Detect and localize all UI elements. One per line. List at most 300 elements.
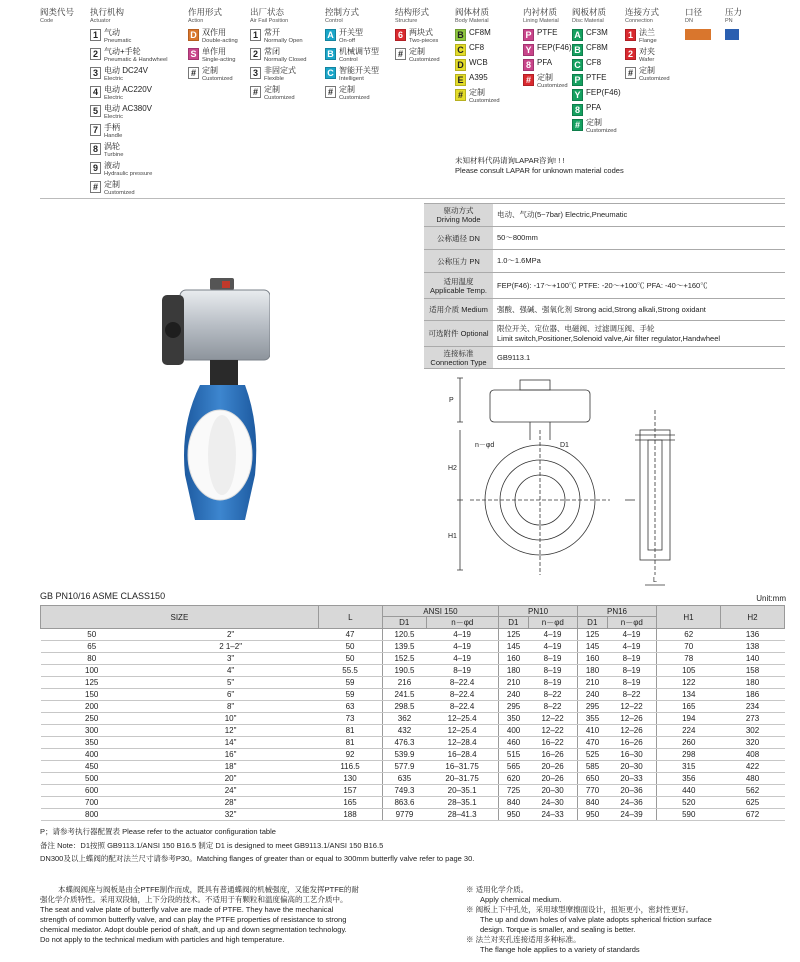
table-cell: 194 [657,713,721,725]
table-cell: 422 [721,761,785,773]
table-cell: 8–22 [528,689,577,701]
feature-list [466,885,786,955]
heading-en: PN [725,18,733,24]
column-heading [455,8,500,26]
option-zh: CF8M [586,43,608,52]
label-p: P [449,397,454,404]
table-cell: 12–22 [528,713,577,725]
footnote-d1: 备注 Note：D1按照 GB9113.1/ANSI 150 B16.5 制定 D1 is designed to meet GB9113.1/ANSI 150 B16.5 [40,841,384,850]
table-cell: 525 [577,749,607,761]
table-cell: 140 [721,653,785,665]
material-code-note [455,156,624,176]
feature-line: ※ 适用化学介质。 [466,885,529,894]
spec-key-en: Connection Type [430,357,487,367]
option-zh: 定制 [339,85,355,94]
table-cell: 160 [499,653,529,665]
option-zh: 定制 [409,47,425,56]
option-text [586,44,608,52]
option-text [104,67,148,83]
table-cell: 8–22 [528,701,577,713]
option-text [264,48,307,64]
table-cell: 295 [577,701,607,713]
code-column-pn [725,8,742,40]
col-pn16-d1: D1 [577,617,607,629]
option-en: Customized [586,128,617,134]
code-mark: 1 [625,29,636,41]
option-text [586,59,601,67]
table-cell: 800 [41,809,143,821]
table-cell: 158 [721,665,785,677]
code-mark: 2 [625,48,636,60]
column-heading [625,8,670,26]
table-cell: 9779 [382,809,426,821]
table-cell: 950 [499,809,529,821]
option-en: Flange [639,38,657,44]
heading-zh: 阀板材质 [572,7,607,17]
table-cell: 12–26 [607,725,656,737]
option-en: Customized [409,57,440,63]
column-heading [395,8,440,26]
option-zh: 智能开关型 [339,66,379,75]
table-cell: 14" [143,737,318,749]
table-cell: 78 [657,653,721,665]
table-title: GB PN10/16 ASME CLASS150 [40,591,166,601]
table-cell: 432 [382,725,426,737]
option-text [104,181,135,197]
description-line: chemical mediator. Adopt double period of shaft, and up and down segmentation technology. [40,925,347,934]
dimension-table [40,605,785,821]
code-mark: S [188,48,199,60]
option-zh: 定制 [586,118,602,127]
table-cell: 672 [721,809,785,821]
option-text [264,86,295,102]
table-cell: 8–19 [528,677,577,689]
footnote-actuator: P；请参考执行器配置表 Please refer to the actuator configuration table [40,827,276,836]
code-option [572,59,621,71]
table-cell: 273 [721,713,785,725]
col-ansi-nd: n－φd [426,617,498,629]
table-cell: 20–36 [607,785,656,797]
column-heading [90,8,167,26]
table-cell: 122 [657,677,721,689]
spec-key [424,273,493,299]
table-cell: 16–30 [607,749,656,761]
option-en: Pneumatic [104,38,132,44]
option-text [339,86,370,102]
option-en: Control [339,57,358,63]
code-option [572,119,621,135]
heading-zh: 阀类代号 [40,7,75,17]
option-zh: 定制 [469,88,485,97]
table-row [41,701,785,713]
description-line: 强化学介质特性。采用双段轴，上下分段的技术。不适用于有颗粒和温度偏高的工艺介质中。 [40,895,348,904]
table-cell: 152.5 [382,653,426,665]
table-cell: 4–19 [607,629,656,641]
option-zh: 常开 [264,28,280,37]
spec-key-zh: 公称压力 PN [437,256,480,266]
table-cell: 73 [318,713,382,725]
code-mark: A [572,29,583,41]
spec-key [424,250,493,273]
label-h1: H1 [448,533,457,540]
table-cell: 210 [577,677,607,689]
spec-value-text: 电动、气动(5~7bar) Electric,Pneumatic [497,210,628,219]
table-row [41,725,785,737]
table-cell: 16–26 [528,749,577,761]
table-cell: 20" [143,773,318,785]
option-text [639,29,657,45]
table-cell: 136 [721,629,785,641]
option-text [339,29,363,45]
code-option [625,29,670,45]
heading-en: Action [188,18,204,24]
table-unit: Unit:mm [756,594,786,603]
table-cell: 12–22 [528,725,577,737]
code-mark: 8 [90,143,101,155]
feature-line: The flange hole applies to a variety of standards [480,945,640,954]
table-cell: 59 [318,677,382,689]
description-line: strength of common butterfly valve, and can play the PTFE properties of resistance to strong [40,915,347,924]
table-cell: 28–41.3 [426,809,498,821]
table-row [41,677,785,689]
heading-zh: 控制方式 [325,7,360,17]
option-text [264,29,303,45]
code-option [455,89,500,105]
table-cell: 476.3 [382,737,426,749]
code-option [523,74,572,90]
option-zh: FEP(F46) [537,43,572,52]
table-cell: 4–19 [426,629,498,641]
table-cell: 300 [41,725,143,737]
table-cell: 400 [499,725,529,737]
code-mark: 8 [572,104,583,116]
table-cell: 20–26 [528,761,577,773]
code-option [523,44,572,56]
spec-key-zh: 连接标准 [443,348,474,358]
feature-line: ※ 法兰对夹孔连接适用多种标准。 [466,935,581,944]
table-cell: 92 [318,749,382,761]
option-zh: PFA [537,58,553,67]
spec-key-zh: 可选附件 Optional [428,329,489,338]
table-cell: 2 1–2" [143,641,318,653]
col-h2: H2 [721,606,785,629]
option-text [409,29,438,45]
table-cell: 577.9 [382,761,426,773]
table-cell: 4–19 [528,629,577,641]
feature-line: Apply chemical medium. [480,895,562,904]
col-pn16: PN16 [577,606,656,617]
table-cell: 190.5 [382,665,426,677]
code-column-body [455,8,500,105]
code-mark: E [455,74,466,86]
table-cell: 500 [41,773,143,785]
code-column-lining [523,8,572,90]
code-mark: Y [523,44,534,56]
table-cell: 47 [318,629,382,641]
option-text [537,74,568,90]
table-cell: 20–31.75 [426,773,498,785]
table-cell: 8–19 [607,665,656,677]
spec-key-zh: 适用介质 Medium [429,305,488,314]
table-cell: 24–33 [528,809,577,821]
table-cell: 749.3 [382,785,426,797]
description-line: 本蝶阀阀座与阀板是由全PTFE制作而成，既具有普通蝶阀的机械强度，又能发挥PTFE的耐 [58,885,359,894]
table-cell: 20–26 [528,773,577,785]
option-text [104,162,152,178]
heading-en: Disc Material [572,18,604,24]
code-mark: # [572,119,583,131]
option-zh: PTFE [586,73,607,82]
table-cell: 8–19 [528,653,577,665]
table-cell: 70 [657,641,721,653]
table-cell: 12–25.4 [426,725,498,737]
table-row [41,737,785,749]
table-row [41,665,785,677]
code-option [250,86,307,102]
spec-key [424,347,493,369]
heading-zh: 结构形式 [395,7,430,17]
code-mark: # [625,67,636,79]
spec-value [493,273,785,299]
table-row [41,629,785,641]
table-row [41,641,785,653]
table-cell: 20–35.1 [426,785,498,797]
table-cell: 116.5 [318,761,382,773]
option-en: Handle [104,133,123,139]
code-mark: 2 [90,48,101,60]
option-text [339,67,379,83]
code-option [455,44,500,56]
option-en: Normally Open [264,38,303,44]
table-cell: 840 [577,797,607,809]
table-cell: 260 [657,737,721,749]
table-row [41,809,785,821]
code-option [325,29,379,45]
table-cell: 16–22 [528,737,577,749]
table-cell: 520 [657,797,721,809]
table-cell: 241.5 [382,689,426,701]
code-mark: # [455,89,466,101]
table-cell: 590 [657,809,721,821]
table-cell: 105 [657,665,721,677]
option-zh: CF3M [586,28,608,37]
note-zh: 未知材料代码请询LAPAR咨询! ! ! [455,156,565,165]
table-cell: 200 [41,701,143,713]
table-cell: 125 [499,629,529,641]
table-cell: 24–30 [528,797,577,809]
spec-key-zh: 适用温度 [443,276,474,286]
option-text [469,59,488,67]
option-en: Single-acting [202,57,236,63]
spec-key [424,204,493,227]
table-cell: 234 [721,701,785,713]
table-cell: 356 [657,773,721,785]
code-column-actuator [90,8,167,197]
spec-row [424,227,785,250]
table-cell: 250 [41,713,143,725]
code-option [523,29,572,41]
table-cell: 350 [499,713,529,725]
option-zh: 定制 [202,66,218,75]
option-en: Intelligent [339,76,364,82]
code-option [250,48,307,64]
option-zh: 气动 [104,28,120,37]
option-text [104,29,131,45]
table-row [41,653,785,665]
option-text [104,48,167,64]
spec-key-en: Driving Mode [436,215,481,224]
code-mark: 8 [523,59,534,71]
code-option [455,59,500,71]
table-cell: 480 [721,773,785,785]
table-cell: 440 [657,785,721,797]
spec-value [493,321,785,347]
spec-value-text: FEP(F46): -17～+100℃ PTFE: -20～+100℃ PFA: -40～+160℃ [497,280,708,290]
option-en: Pneumatic & Handwheel [104,57,168,63]
code-option [188,29,238,45]
spec-row [424,273,785,299]
table-cell: 700 [41,797,143,809]
table-cell: 81 [318,725,382,737]
label-l: L [653,577,657,584]
table-cell: 408 [721,749,785,761]
table-cell: 157 [318,785,382,797]
heading-zh: 执行机构 [90,7,125,17]
label-h2: H2 [448,465,457,472]
option-en: Normally Closed [264,57,307,63]
col-ansi: ANSI 150 [382,606,498,617]
option-en: Two-pieces [409,38,439,44]
table-cell: 24" [143,785,318,797]
code-option [625,48,670,64]
code-option [90,105,167,121]
col-l: L [318,606,382,629]
table-cell: 8–19 [426,665,498,677]
code-mark: 9 [90,162,101,174]
option-en: Customized [639,76,670,82]
code-option [572,89,621,101]
option-zh: 液动 [104,161,120,170]
feature-line: The up and down holes of valve plate adopts spherical friction surface [480,915,712,924]
table-cell: 24–36 [607,797,656,809]
code-column-code [40,8,74,26]
table-cell: 10" [143,713,318,725]
table-cell: 28–35.1 [426,797,498,809]
table-cell: 125 [577,629,607,641]
code-column-action [188,8,238,83]
column-heading [325,8,379,26]
heading-en: DN [685,18,693,24]
table-cell: 12–26 [607,713,656,725]
code-option [250,67,307,83]
option-zh: 非固定式 [264,66,296,75]
table-cell: 180 [577,665,607,677]
table-cell: 562 [721,785,785,797]
code-mark: 6 [395,29,406,41]
option-en: Electric [104,95,124,101]
table-cell: 725 [499,785,529,797]
table-cell: 4–19 [528,641,577,653]
option-text [409,48,440,64]
column-heading [250,8,307,26]
table-cell: 120.5 [382,629,426,641]
option-text [586,89,621,97]
spec-value [493,299,785,321]
table-cell: 8–22 [607,689,656,701]
option-zh: 气动+手轮 [104,47,141,56]
option-zh: A395 [469,73,488,82]
table-cell: 125 [41,677,143,689]
code-mark: B [455,29,466,41]
column-heading [523,8,572,26]
option-zh: 法兰 [639,28,655,37]
spec-key-zh: 驱动方式 [443,206,474,215]
table-cell: 20–30 [528,785,577,797]
code-mark: # [250,86,261,98]
table-cell: 50 [41,629,143,641]
table-cell: 150 [41,689,143,701]
code-option [90,162,167,178]
code-column-disc [572,8,621,135]
label-d1: D1 [560,442,569,449]
option-text [339,48,379,64]
code-mark: D [455,59,466,71]
code-option [455,74,500,86]
table-cell: 635 [382,773,426,785]
option-en: Customized [537,83,568,89]
table-row [41,749,785,761]
code-mark: 1 [90,29,101,41]
code-mark: # [90,181,101,193]
code-mark: B [325,48,336,60]
code-mark: C [325,67,336,79]
heading-zh: 连接方式 [625,7,660,17]
code-mark: D [188,29,199,41]
heading-zh: 阀体材质 [455,7,490,17]
code-mark: C [572,59,583,71]
spec-key-en: Applicable Temp. [430,285,487,295]
option-zh: CF8M [469,28,491,37]
table-cell: 145 [499,641,529,653]
code-mark: # [523,74,534,86]
col-h1: H1 [657,606,721,629]
option-zh: WCB [469,58,488,67]
option-text [586,29,608,37]
divider [40,198,785,199]
option-en: Customized [339,95,370,101]
footnote-flange: DN300及以上蝶阀的配对法兰尺寸请参考P30。Matching flanges of greater than or equal to 300mm butterfly valve refer to page 30. [40,854,475,863]
option-en: Wafer [639,57,655,63]
option-zh: 机械调节型 [339,47,379,56]
option-en: Electric [104,76,124,82]
option-en: Flexible [264,76,284,82]
table-cell: 350 [41,737,143,749]
table-cell: 210 [499,677,529,689]
code-option [572,29,621,41]
option-zh: 定制 [639,66,655,75]
table-cell: 62 [657,629,721,641]
table-cell: 585 [577,761,607,773]
table-row [41,797,785,809]
code-column-dn [685,8,711,40]
spec-key [424,227,493,250]
table-cell: 298.5 [382,701,426,713]
code-mark: 3 [250,67,261,79]
table-cell: 4–19 [426,641,498,653]
col-pn10-nd: n－φd [528,617,577,629]
table-cell: 410 [577,725,607,737]
code-column-structure [395,8,440,64]
